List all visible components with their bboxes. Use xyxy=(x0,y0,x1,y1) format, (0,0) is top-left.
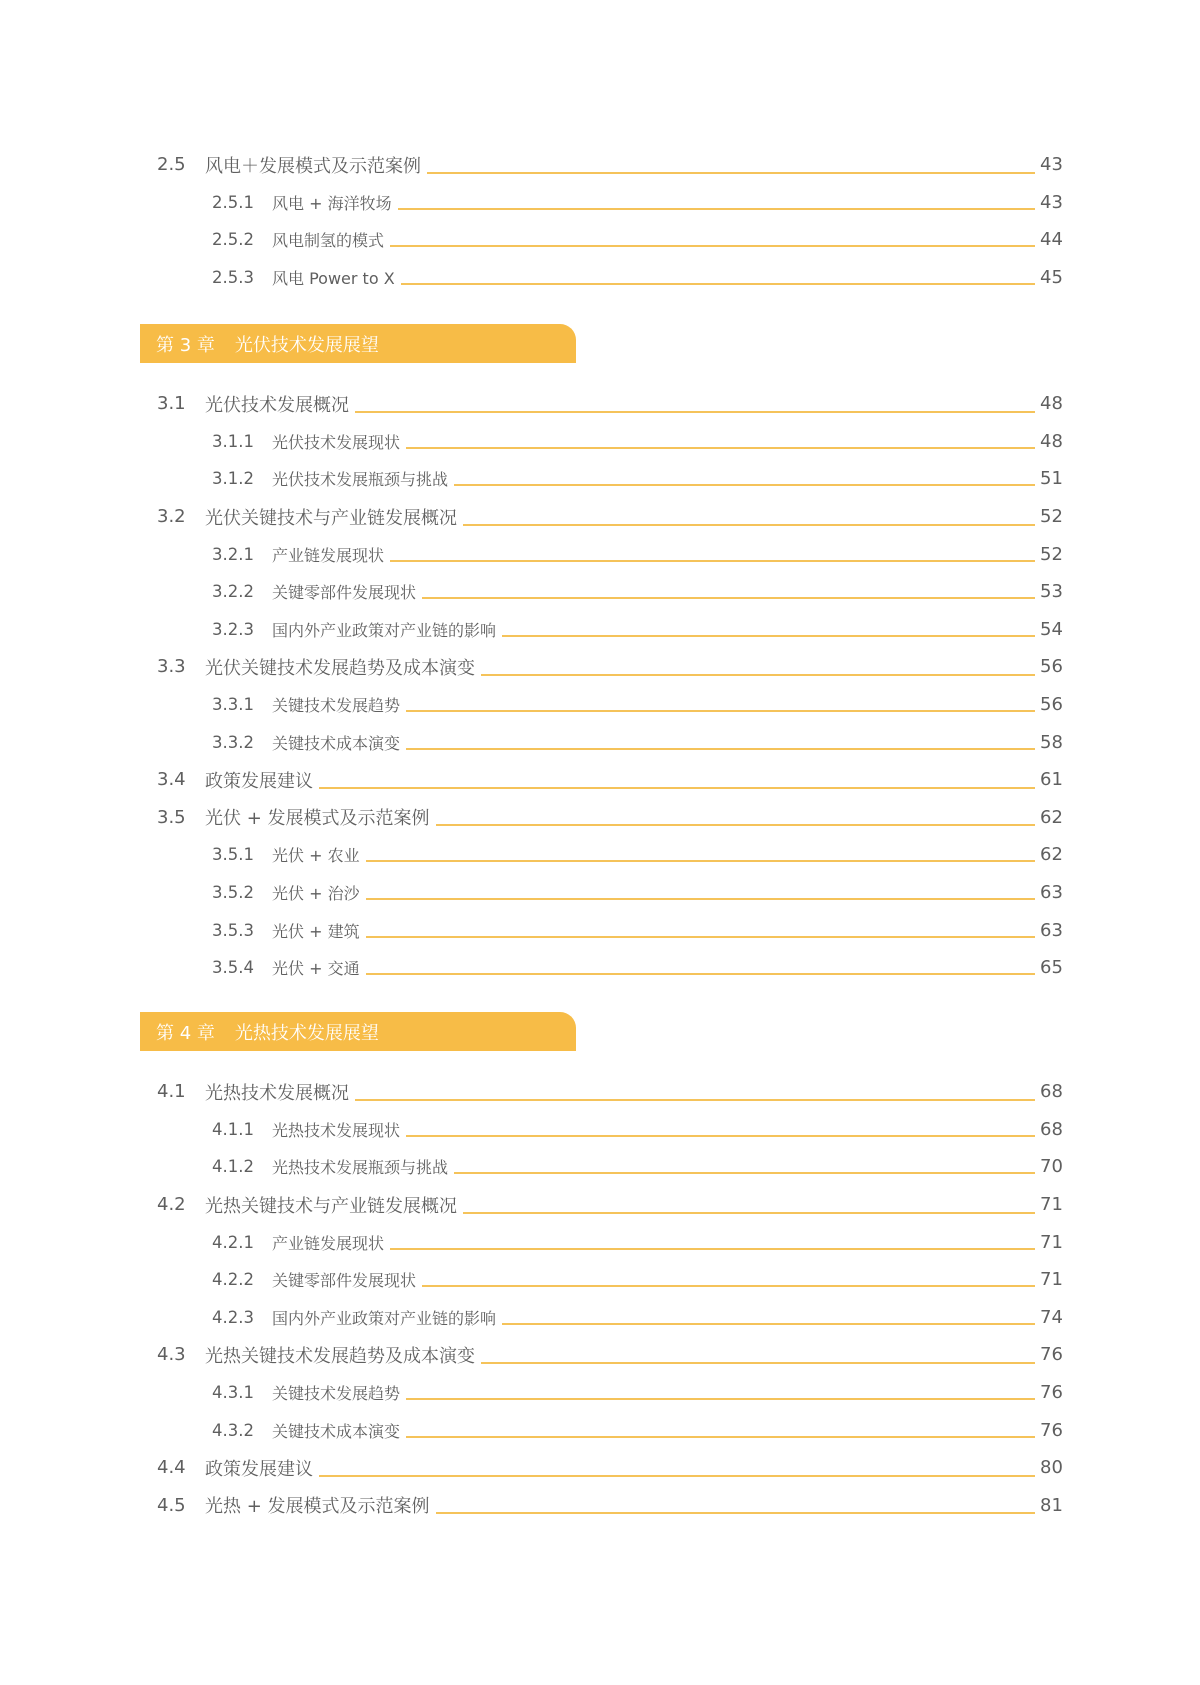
entry-number: 3.5 xyxy=(157,806,186,828)
entry-title-wrap xyxy=(205,504,1035,530)
leader-line xyxy=(401,283,1035,285)
entry-page-number: 45 xyxy=(1040,267,1063,289)
entry-number: 3.2 xyxy=(157,506,186,528)
entry-title: 光热技术发展概况 xyxy=(205,1082,349,1104)
toc-entry[interactable] xyxy=(0,761,1200,799)
entry-page-number: 76 xyxy=(1040,1382,1063,1404)
entry-title-wrap xyxy=(205,1192,1035,1218)
entry-title: 关键零部件发展现状 xyxy=(272,583,417,603)
toc-entry[interactable] xyxy=(0,949,1200,987)
entry-number: 4.3.1 xyxy=(212,1383,254,1403)
toc-entry[interactable] xyxy=(0,611,1200,649)
leader-line xyxy=(390,1248,1035,1250)
entry-title: 光伏技术发展瓶颈与挑战 xyxy=(272,470,449,490)
chapter-number: 第 4 章 xyxy=(156,1022,215,1044)
entry-page-number: 71 xyxy=(1040,1194,1063,1216)
leader-line xyxy=(406,710,1035,712)
entry-title: 光热 + 发展模式及示范案例 xyxy=(205,1496,430,1518)
entry-page-number: 56 xyxy=(1040,656,1063,678)
toc-entry[interactable] xyxy=(0,1487,1200,1525)
entry-title: 国内外产业政策对产业链的影响 xyxy=(272,620,497,640)
entry-title-wrap xyxy=(272,881,1035,904)
entry-title: 光伏关键技术发展趋势及成本演变 xyxy=(205,657,475,679)
toc-group-chapter-4 xyxy=(0,1073,1200,1524)
entry-page-number: 71 xyxy=(1040,1269,1063,1291)
entry-page-number: 43 xyxy=(1040,191,1063,213)
toc-group-2-5 xyxy=(0,146,1200,296)
entry-number: 3.5.2 xyxy=(212,883,254,903)
entry-page-number: 65 xyxy=(1040,957,1063,979)
entry-title-wrap xyxy=(205,1342,1035,1368)
chapter-3-header[interactable] xyxy=(140,324,576,363)
toc-entry[interactable] xyxy=(0,836,1200,874)
entry-number: 3.1.1 xyxy=(212,431,254,451)
chapter-title: 光伏技术发展展望 xyxy=(234,334,379,356)
leader-line xyxy=(366,860,1035,862)
chapter-number: 第 3 章 xyxy=(156,334,215,356)
entry-title: 风电制氢的模式 xyxy=(272,231,385,251)
entry-title-wrap xyxy=(272,1231,1035,1254)
toc-entry[interactable] xyxy=(0,460,1200,498)
entry-page-number: 43 xyxy=(1040,154,1063,176)
toc-group-chapter-3 xyxy=(0,385,1200,987)
entry-title: 光伏 + 交通 xyxy=(272,959,360,979)
entry-page-number: 71 xyxy=(1040,1231,1063,1253)
toc-entry[interactable] xyxy=(0,648,1200,686)
leader-line xyxy=(502,635,1035,637)
leader-line xyxy=(502,1323,1035,1325)
toc-entry[interactable] xyxy=(0,1336,1200,1374)
entry-number: 4.2.1 xyxy=(212,1232,254,1252)
leader-line xyxy=(406,1398,1035,1400)
toc-entry[interactable] xyxy=(0,874,1200,912)
entry-title-wrap xyxy=(272,843,1035,866)
toc-entry[interactable] xyxy=(0,1449,1200,1487)
leader-line xyxy=(366,936,1035,938)
entry-page-number: 74 xyxy=(1040,1306,1063,1328)
entry-title-wrap xyxy=(272,1118,1035,1141)
entry-number: 2.5.2 xyxy=(212,230,254,250)
toc-entry[interactable] xyxy=(0,1411,1200,1449)
entry-page-number: 81 xyxy=(1040,1494,1063,1516)
entry-title-wrap xyxy=(205,152,1035,178)
toc-entry[interactable] xyxy=(0,573,1200,611)
toc-entry[interactable] xyxy=(0,221,1200,259)
entry-page-number: 54 xyxy=(1040,618,1063,640)
entry-title: 光伏 + 发展模式及示范案例 xyxy=(205,808,430,830)
toc-entry[interactable] xyxy=(0,498,1200,536)
leader-line xyxy=(481,1362,1035,1364)
entry-page-number: 76 xyxy=(1040,1344,1063,1366)
entry-title-wrap xyxy=(272,543,1035,566)
leader-line xyxy=(422,1285,1035,1287)
entry-number: 3.3.1 xyxy=(212,695,254,715)
entry-title: 光热关键技术发展趋势及成本演变 xyxy=(205,1345,475,1367)
entry-title: 光伏技术发展现状 xyxy=(272,432,401,452)
leader-line xyxy=(319,1475,1035,1477)
entry-number: 4.1 xyxy=(157,1081,186,1103)
entry-page-number: 80 xyxy=(1040,1457,1063,1479)
entry-title-wrap xyxy=(205,1492,1035,1518)
toc-entry[interactable] xyxy=(0,1148,1200,1186)
entry-title-wrap xyxy=(272,1306,1035,1329)
entry-page-number: 56 xyxy=(1040,694,1063,716)
entry-number: 4.1.2 xyxy=(212,1157,254,1177)
entry-title-wrap xyxy=(272,580,1035,603)
entry-page-number: 63 xyxy=(1040,919,1063,941)
entry-title: 关键技术成本演变 xyxy=(272,1421,401,1441)
entry-title-wrap xyxy=(272,1155,1035,1178)
entry-title-wrap xyxy=(272,693,1035,716)
entry-number: 3.2.2 xyxy=(212,582,254,602)
chapter-4-header[interactable] xyxy=(140,1012,576,1051)
leader-line xyxy=(454,484,1035,486)
entry-title-wrap xyxy=(205,654,1035,680)
leader-line xyxy=(436,1512,1035,1514)
entry-title-wrap xyxy=(272,228,1035,251)
entry-title-wrap xyxy=(272,1381,1035,1404)
entry-number: 2.5.1 xyxy=(212,192,254,212)
entry-number: 2.5 xyxy=(157,154,186,176)
leader-line xyxy=(355,1099,1035,1101)
leader-line xyxy=(454,1172,1035,1174)
entry-number: 3.3.2 xyxy=(212,732,254,752)
leader-line xyxy=(463,1212,1035,1214)
entry-page-number: 61 xyxy=(1040,769,1063,791)
toc-entry[interactable] xyxy=(0,1073,1200,1111)
entry-page-number: 68 xyxy=(1040,1081,1063,1103)
entry-title-wrap xyxy=(205,804,1035,830)
toc-entry[interactable] xyxy=(0,1299,1200,1337)
entry-title-wrap xyxy=(272,467,1035,490)
entry-page-number: 48 xyxy=(1040,393,1063,415)
entry-number: 3.1 xyxy=(157,393,186,415)
entry-title-wrap xyxy=(205,391,1035,417)
entry-title: 光伏 + 治沙 xyxy=(272,884,360,904)
entry-title: 关键技术发展趋势 xyxy=(272,696,401,716)
entry-title-wrap xyxy=(272,191,1035,214)
entry-title: 光伏关键技术与产业链发展概况 xyxy=(205,507,457,529)
entry-number: 4.2.3 xyxy=(212,1307,254,1327)
entry-page-number: 48 xyxy=(1040,430,1063,452)
entry-number: 3.2.3 xyxy=(212,619,254,639)
leader-line xyxy=(319,787,1035,789)
entry-title-wrap xyxy=(272,430,1035,453)
entry-number: 3.3 xyxy=(157,656,186,678)
entry-title-wrap xyxy=(272,956,1035,979)
entry-number: 4.4 xyxy=(157,1457,186,1479)
entry-title: 光热技术发展瓶颈与挑战 xyxy=(272,1158,449,1178)
leader-line xyxy=(436,824,1035,826)
leader-line xyxy=(390,560,1035,562)
entry-number: 4.3 xyxy=(157,1344,186,1366)
entry-number: 3.5.4 xyxy=(212,958,254,978)
leader-line xyxy=(463,524,1035,526)
entry-title: 光伏 + 建筑 xyxy=(272,921,360,941)
entry-title: 国内外产业政策对产业链的影响 xyxy=(272,1308,497,1328)
entry-page-number: 58 xyxy=(1040,731,1063,753)
entry-title-wrap xyxy=(205,767,1035,793)
toc-entry[interactable] xyxy=(0,146,1200,184)
entry-title: 光热技术发展现状 xyxy=(272,1120,401,1140)
entry-title-wrap xyxy=(272,919,1035,942)
entry-page-number: 70 xyxy=(1040,1156,1063,1178)
entry-title: 光热关键技术与产业链发展概况 xyxy=(205,1195,457,1217)
toc-entry[interactable] xyxy=(0,535,1200,573)
entry-title: 产业链发展现状 xyxy=(272,545,385,565)
entry-title-wrap xyxy=(272,1419,1035,1442)
chapter-title: 光热技术发展展望 xyxy=(234,1022,379,1044)
leader-line xyxy=(406,748,1035,750)
entry-page-number: 53 xyxy=(1040,581,1063,603)
entry-page-number: 52 xyxy=(1040,506,1063,528)
leader-line xyxy=(427,172,1035,174)
leader-line xyxy=(406,1436,1035,1438)
entry-number: 4.3.2 xyxy=(212,1420,254,1440)
entry-title: 风电＋发展模式及示范案例 xyxy=(205,155,421,177)
entry-title: 关键技术成本演变 xyxy=(272,733,401,753)
leader-line xyxy=(406,447,1035,449)
entry-title-wrap xyxy=(272,266,1035,289)
entry-title: 光伏技术发展概况 xyxy=(205,394,349,416)
toc-entry[interactable] xyxy=(0,799,1200,837)
entry-title-wrap xyxy=(272,618,1035,641)
leader-line xyxy=(366,898,1035,900)
entry-number: 3.5.3 xyxy=(212,920,254,940)
leader-line xyxy=(398,208,1035,210)
toc-entry[interactable] xyxy=(0,1223,1200,1261)
toc-entry[interactable] xyxy=(0,911,1200,949)
entry-title: 风电 Power to X xyxy=(272,269,395,289)
entry-title: 关键零部件发展现状 xyxy=(272,1271,417,1291)
entry-number: 3.5.1 xyxy=(212,845,254,865)
entry-number: 4.2 xyxy=(157,1194,186,1216)
entry-title: 关键技术发展趋势 xyxy=(272,1384,401,1404)
entry-page-number: 52 xyxy=(1040,543,1063,565)
toc-entry[interactable] xyxy=(0,723,1200,761)
toc-entry[interactable] xyxy=(0,259,1200,297)
entry-number: 3.4 xyxy=(157,769,186,791)
entry-number: 4.2.2 xyxy=(212,1270,254,1290)
entry-title: 政策发展建议 xyxy=(205,1458,313,1480)
entry-title: 产业链发展现状 xyxy=(272,1233,385,1253)
entry-number: 2.5.3 xyxy=(212,268,254,288)
leader-line xyxy=(390,245,1035,247)
entry-page-number: 51 xyxy=(1040,468,1063,490)
entry-page-number: 68 xyxy=(1040,1118,1063,1140)
toc-entry[interactable] xyxy=(0,1261,1200,1299)
entry-title-wrap xyxy=(205,1455,1035,1481)
leader-line xyxy=(355,411,1035,413)
leader-line xyxy=(406,1135,1035,1137)
entry-number: 4.5 xyxy=(157,1494,186,1516)
toc-entry[interactable] xyxy=(0,686,1200,724)
toc-entry[interactable] xyxy=(0,423,1200,461)
toc-entry[interactable] xyxy=(0,385,1200,423)
entry-title-wrap xyxy=(272,731,1035,754)
entry-page-number: 44 xyxy=(1040,229,1063,251)
toc-entry[interactable] xyxy=(0,184,1200,222)
entry-page-number: 76 xyxy=(1040,1419,1063,1441)
toc-entry[interactable] xyxy=(0,1186,1200,1224)
entry-page-number: 62 xyxy=(1040,844,1063,866)
leader-line xyxy=(366,973,1035,975)
entry-title: 政策发展建议 xyxy=(205,770,313,792)
entry-title-wrap xyxy=(272,1268,1035,1291)
entry-page-number: 62 xyxy=(1040,806,1063,828)
leader-line xyxy=(422,597,1035,599)
entry-number: 4.1.1 xyxy=(212,1119,254,1139)
entry-number: 3.1.2 xyxy=(212,469,254,489)
entry-page-number: 63 xyxy=(1040,882,1063,904)
leader-line xyxy=(481,674,1035,676)
entry-title: 风电 + 海洋牧场 xyxy=(272,193,392,213)
entry-title: 光伏 + 农业 xyxy=(272,846,360,866)
toc-entry[interactable] xyxy=(0,1374,1200,1412)
entry-title-wrap xyxy=(205,1079,1035,1105)
toc-entry[interactable] xyxy=(0,1111,1200,1149)
entry-number: 3.2.1 xyxy=(212,544,254,564)
